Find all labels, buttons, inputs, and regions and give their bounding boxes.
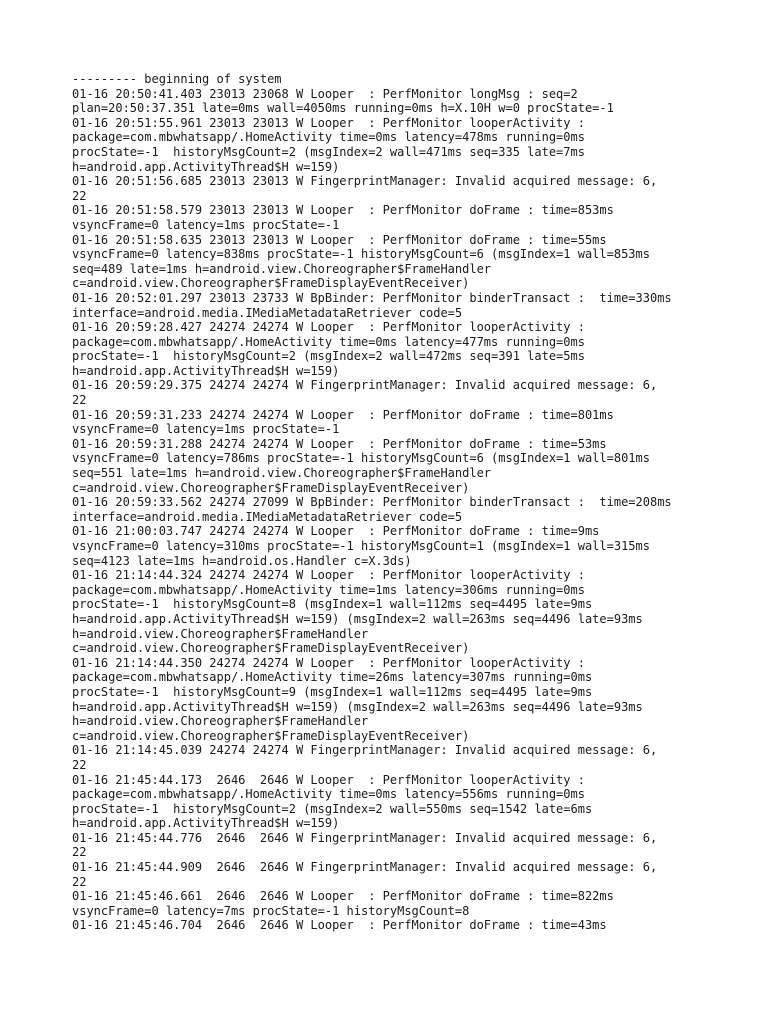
log-line: package=com.mbwhatsapp/.HomeActivity time=1ms latency=306ms running=0ms	[72, 582, 585, 597]
log-line: vsyncFrame=0 latency=310ms procState=-1 historyMsgCount=1 (msgIndex=1 wall=315ms	[72, 539, 650, 553]
log-line: 01-16 21:14:45.039 24274 24274 W FingerprintManager: Invalid acquired message: 6,	[72, 743, 658, 758]
log-line: h=android.view.Choreographer$FrameHandler	[72, 626, 369, 641]
log-line: 01-16 20:59:33.562 24274 27099 W BpBinder: PerfMonitor binderTransact : time=208ms	[72, 495, 672, 510]
log-line: interface=android.media.IMediaMetadataRetriever code=5	[72, 509, 463, 524]
log-line: 01-16 20:59:31.288 24274 24274 W Looper : PerfMonitor doFrame : time=53ms	[72, 436, 607, 451]
log-line: 22	[72, 874, 87, 889]
log-line: 01-16 21:00:03.747 24274 24274 W Looper : PerfMonitor doFrame : time=9ms	[72, 524, 600, 539]
log-line: h=android.app.ActivityThread$H w=159)	[72, 159, 340, 174]
log-line: 01-16 21:45:44.909 2646 2646 W FingerprintManager: Invalid acquired message: 6,	[72, 860, 658, 875]
log-line: 01-16 21:45:44.173 2646 2646 W Looper : PerfMonitor looperActivity :	[72, 772, 585, 787]
log-line: 01-16 20:50:41.403 23013 23068 W Looper : PerfMonitor longMsg : seq=2	[72, 86, 578, 101]
log-line: c=android.view.Choreographer$FrameDisplayEventReceiver)	[72, 728, 470, 743]
log-line: seq=551 late=1ms h=android.view.Choreographer$FrameHandler	[72, 466, 492, 481]
log-line: vsyncFrame=0 latency=786ms procState=-1 historyMsgCount=6 (msgIndex=1 wall=801ms	[72, 451, 650, 466]
log-line: 22	[72, 188, 87, 203]
log-line: procState=-1 historyMsgCount=9 (msgIndex=1 wall=112ms seq=4495 late=9ms	[72, 684, 593, 699]
log-line: procState=-1 historyMsgCount=2 (msgIndex=2 wall=472ms seq=391 late=5ms	[72, 349, 585, 364]
log-line: h=android.app.ActivityThread$H w=159)	[72, 363, 340, 378]
log-line: package=com.mbwhatsapp/.HomeActivity time=0ms latency=477ms running=0ms	[72, 334, 585, 349]
log-line: procState=-1 historyMsgCount=2 (msgIndex=2 wall=550ms seq=1542 late=6ms	[72, 801, 593, 816]
log-line: vsyncFrame=0 latency=1ms procState=-1	[72, 217, 340, 232]
log-line: c=android.view.Choreographer$FrameDisplayEventReceiver)	[72, 641, 470, 656]
log-line: c=android.view.Choreographer$FrameDisplayEventReceiver)	[72, 276, 470, 291]
log-line: vsyncFrame=0 latency=7ms procState=-1 historyMsgCount=8	[72, 903, 470, 918]
log-line: h=android.app.ActivityThread$H w=159)	[72, 816, 340, 831]
log-line: vsyncFrame=0 latency=838ms procState=-1 historyMsgCount=6 (msgIndex=1 wall=853ms	[72, 247, 650, 262]
log-line: interface=android.media.IMediaMetadataRetriever code=5	[72, 305, 463, 320]
log-line: 01-16 20:59:28.427 24274 24274 W Looper : PerfMonitor looperActivity :	[72, 320, 585, 335]
log-line: 01-16 20:59:31.233 24274 24274 W Looper : PerfMonitor doFrame : time=801ms	[72, 407, 614, 422]
log-line: 01-16 20:52:01.297 23013 23733 W BpBinder: PerfMonitor binderTransact : time=330ms	[72, 290, 672, 305]
log-line: 01-16 20:51:58.579 23013 23013 W Looper : PerfMonitor doFrame : time=853ms	[72, 203, 614, 218]
log-line: --------- beginning of system	[72, 72, 282, 86]
log-line: h=android.app.ActivityThread$H w=159) (msgIndex=2 wall=263ms seq=4496 late=93ms	[72, 611, 643, 626]
log-line: package=com.mbwhatsapp/.HomeActivity time=0ms latency=478ms running=0ms	[72, 130, 585, 145]
log-line: package=com.mbwhatsapp/.HomeActivity time=26ms latency=307ms running=0ms	[72, 670, 593, 685]
log-line: 01-16 21:45:46.704 2646 2646 W Looper : PerfMonitor doFrame : time=43ms	[72, 918, 607, 933]
log-line: 01-16 20:51:56.685 23013 23013 W FingerprintManager: Invalid acquired message: 6,	[72, 174, 658, 189]
log-line: 22	[72, 757, 87, 772]
log-line: 01-16 20:51:58.635 23013 23013 W Looper : PerfMonitor doFrame : time=55ms	[72, 232, 607, 247]
log-line: 01-16 21:45:44.776 2646 2646 W FingerprintManager: Invalid acquired message: 6,	[72, 830, 658, 845]
log-line: seq=489 late=1ms h=android.view.Choreographer$FrameHandler	[72, 261, 492, 276]
log-line: h=android.app.ActivityThread$H w=159) (msgIndex=2 wall=263ms seq=4496 late=93ms	[72, 699, 643, 714]
log-line: 01-16 20:59:29.375 24274 24274 W FingerprintManager: Invalid acquired message: 6,	[72, 378, 658, 393]
log-line: package=com.mbwhatsapp/.HomeActivity time=0ms latency=556ms running=0ms	[72, 787, 585, 802]
log-document	[72, 72, 752, 933]
log-line: 01-16 21:45:46.661 2646 2646 W Looper : PerfMonitor doFrame : time=822ms	[72, 889, 614, 904]
log-line: seq=4123 late=1ms h=android.os.Handler c=X.3ds)	[72, 553, 412, 568]
log-line: c=android.view.Choreographer$FrameDisplayEventReceiver)	[72, 480, 470, 495]
log-line: 01-16 21:14:44.350 24274 24274 W Looper : PerfMonitor looperActivity :	[72, 655, 585, 670]
log-line: 22	[72, 845, 87, 860]
log-line: 22	[72, 393, 87, 408]
log-line: h=android.view.Choreographer$FrameHandler	[72, 714, 369, 729]
log-line: plan=20:50:37.351 late=0ms wall=4050ms running=0ms h=X.10H w=0 procState=-1	[72, 101, 614, 116]
log-line: vsyncFrame=0 latency=1ms procState=-1	[72, 422, 340, 437]
log-line: 01-16 21:14:44.324 24274 24274 W Looper : PerfMonitor looperActivity :	[72, 568, 585, 583]
log-line: procState=-1 historyMsgCount=8 (msgIndex=1 wall=112ms seq=4495 late=9ms	[72, 597, 593, 612]
log-line: procState=-1 historyMsgCount=2 (msgIndex=2 wall=471ms seq=335 late=7ms	[72, 144, 585, 159]
log-line: 01-16 20:51:55.961 23013 23013 W Looper : PerfMonitor looperActivity :	[72, 115, 585, 130]
